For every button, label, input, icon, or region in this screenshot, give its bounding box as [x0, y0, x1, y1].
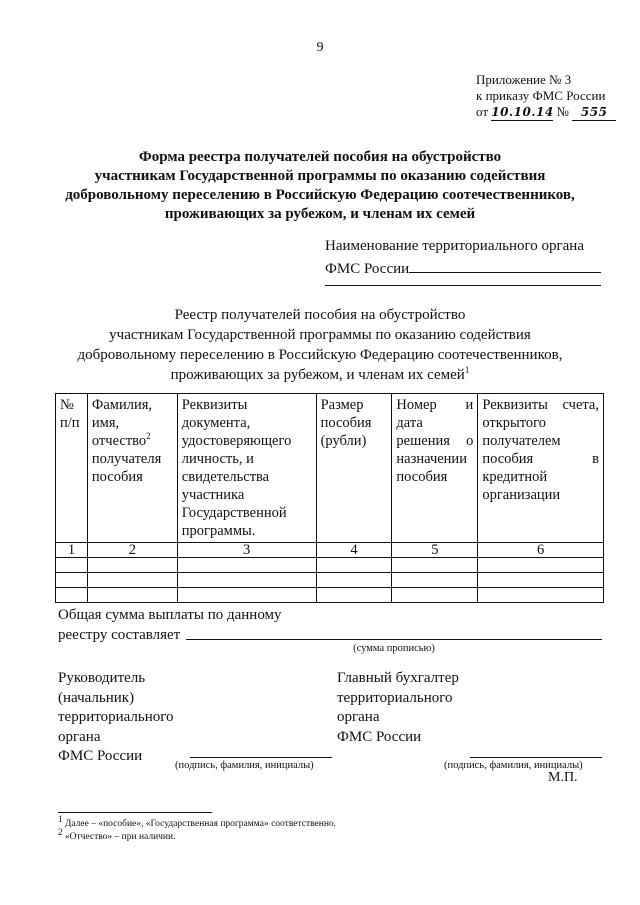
head-signature-caption: (подпись, фамилия, инициалы) — [175, 760, 314, 771]
header-name-text-cont: получателя пособия — [91, 451, 162, 485]
header-cell-document: Реквизиты документа, удостоверяющего личность, и свидетельства участника Государственной программы. — [177, 394, 316, 543]
head-signature-field — [190, 757, 332, 758]
accountant-signature-block — [337, 669, 459, 747]
appendix-date-line — [476, 104, 616, 121]
table-cell — [177, 573, 316, 588]
table-cell — [392, 573, 478, 588]
table-cell — [56, 588, 88, 603]
column-number: 4 — [316, 543, 392, 558]
form-title-line: добровольному переселению в Российскую Федерацию соотечественников, — [65, 187, 575, 203]
form-title-line: участникам Государственной программы по оказанию содействия — [94, 168, 546, 184]
table-cell — [316, 573, 392, 588]
table-cell — [316, 588, 392, 603]
header-cell-decision: Номер и дата решения о назначении пособия — [392, 394, 478, 543]
head-title-line: территориального — [58, 709, 174, 725]
footnote-mark: 2 — [58, 826, 63, 837]
table-cell — [87, 558, 177, 573]
table-header-row — [56, 394, 604, 543]
table-row-numbers — [56, 543, 604, 558]
footnotes — [58, 813, 337, 844]
accountant-title-line: органа — [337, 709, 380, 725]
table-cell — [316, 558, 392, 573]
table-cell — [478, 573, 604, 588]
total-amount-field — [186, 639, 602, 640]
territorial-organ-block — [325, 236, 601, 279]
form-title — [40, 148, 600, 224]
footnote-2 — [58, 826, 336, 844]
header-cell-name — [87, 394, 177, 543]
table-row — [56, 588, 604, 603]
org-name-field-line2 — [325, 285, 601, 286]
head-title-line: Руководитель — [58, 670, 146, 686]
registry-title-line — [40, 365, 600, 385]
footnote-mark: 1 — [58, 813, 63, 824]
appendix-order-line: к приказу ФМС России — [476, 88, 606, 103]
appendix-header — [476, 72, 616, 121]
registry-title-line: добровольному переселению в Российскую Федерацию соотечественников, — [77, 347, 563, 363]
footnote-1 — [58, 813, 337, 831]
sum-in-words-caption: (сумма прописью) — [353, 643, 435, 654]
accountant-signature-caption: (подпись, фамилия, инициалы) — [444, 760, 583, 771]
table-cell — [392, 558, 478, 573]
table-cell — [56, 558, 88, 573]
page-number: 9 — [316, 40, 324, 55]
column-number: 5 — [392, 543, 478, 558]
form-title-line: Форма реестра получателей пособия на обустройство — [138, 149, 502, 165]
column-number: 2 — [87, 543, 177, 558]
accountant-title-line: территориального — [337, 689, 453, 706]
table-cell — [177, 588, 316, 603]
column-number: 1 — [56, 543, 88, 558]
table-cell — [478, 588, 604, 603]
footnote-text: Далее – «пособие», «Государственная программа» соответственно. — [64, 819, 337, 829]
total-line1: Общая сумма выплаты по данному — [58, 607, 282, 623]
header-cell-number: № п/п — [56, 394, 88, 543]
registry-title-line: участникам Государственной программы по оказанию содействия — [109, 327, 531, 343]
header-name-text: Фамилия, имя, отчество — [91, 397, 153, 449]
org-label: ФМС России — [325, 261, 410, 277]
registry-title-line: Реестр получателей пособия на обустройство — [174, 307, 466, 323]
header-cell-account: Реквизиты счета, открытого получателем пособия в кредитной организации — [478, 394, 604, 543]
table-cell — [87, 573, 177, 588]
handwritten-date: 10.10.14 — [491, 105, 554, 119]
registry-title — [40, 305, 600, 385]
head-signature-block — [58, 669, 174, 767]
footnote-text: «Отчество» – при наличии. — [64, 832, 176, 842]
footnote-mark: 1 — [464, 365, 470, 375]
table-row — [56, 573, 604, 588]
table-cell — [177, 558, 316, 573]
head-title-line: ФМС России — [58, 748, 143, 764]
registry-table — [55, 393, 604, 603]
table-cell — [478, 558, 604, 573]
total-line2: реестру составляет — [58, 627, 181, 643]
number-prefix: № — [556, 104, 569, 119]
date-prefix: от — [476, 104, 489, 119]
column-number: 6 — [478, 543, 604, 558]
accountant-title-line: Главный бухгалтер — [337, 670, 459, 686]
appendix-line: Приложение № 3 — [476, 72, 572, 87]
header-cell-amount: Размер пособия (рубли) — [316, 394, 392, 543]
footnote-mark: 2 — [146, 431, 151, 442]
handwritten-number: 555 — [572, 104, 616, 121]
table-row — [56, 558, 604, 573]
form-title-line: проживающих за рубежом, и членам их семей — [164, 206, 476, 222]
column-number: 3 — [177, 543, 316, 558]
table-cell — [392, 588, 478, 603]
head-title-line: органа — [58, 728, 101, 745]
footnote-divider — [58, 812, 212, 813]
accountant-title-line: ФМС России — [337, 728, 422, 745]
table-cell — [56, 573, 88, 588]
accountant-signature-field — [470, 757, 602, 758]
head-title-line: (начальник) — [58, 689, 135, 706]
registry-title-text: проживающих за рубежом, и членам их семей — [170, 367, 465, 383]
org-label-line2 — [325, 256, 601, 279]
stamp-place-label: М.П. — [548, 770, 578, 785]
org-name-field — [409, 256, 601, 273]
table-cell — [87, 588, 177, 603]
org-label-line1: Наименование территориального органа — [325, 238, 584, 254]
